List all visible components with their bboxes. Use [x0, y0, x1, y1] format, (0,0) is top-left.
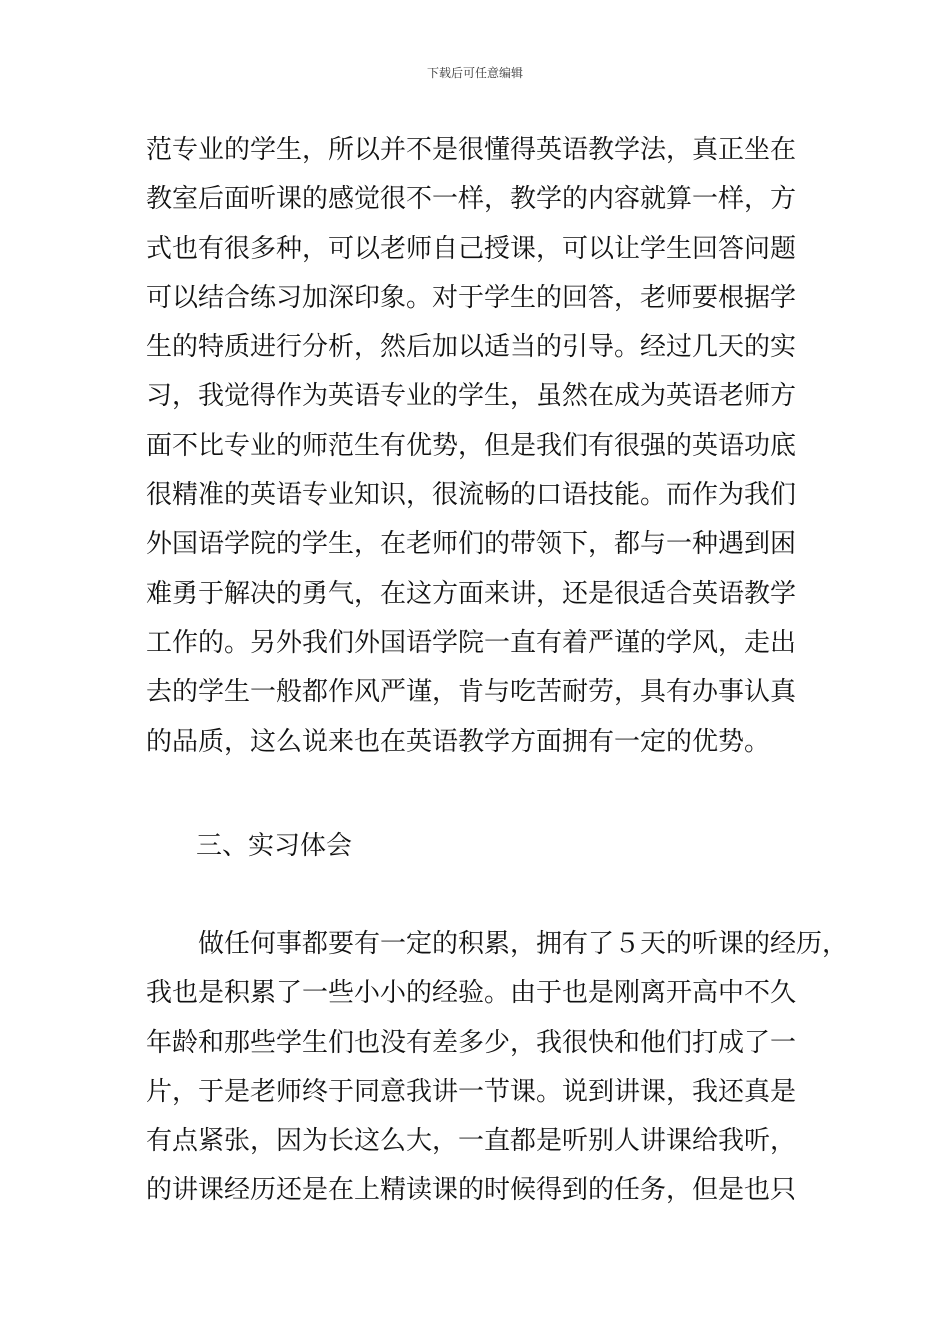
text-line: 难勇于解决的勇气，在这方面来讲，还是很适合英语教学 [146, 578, 797, 609]
text-line: 的讲课经历还是在上精读课的时候得到的任务，但是也只 [146, 1175, 797, 1206]
text-line: 生的特质进行分析，然后加以适当的引导。经过几天的实 [146, 332, 797, 363]
text-line: 外国语学院的学生，在老师们的带领下，都与一种遇到困 [146, 529, 797, 560]
text-line: 有点紧张，因为长这么大，一直都是听别人讲课给我听， [146, 1126, 797, 1157]
text-line: 式也有很多种，可以老师自己授课，可以让学生回答问题 [146, 233, 797, 264]
text-line: 可以结合练习加深印象。对于学生的回答，老师要根据学 [146, 282, 797, 313]
text-line: 年龄和那些学生们也没有差多少，我很快和他们打成了一 [146, 1027, 797, 1058]
paragraph-1 [146, 126, 811, 767]
text-line: 去的学生一般都作风严谨，肯与吃苦耐劳，具有办事认真 [146, 677, 797, 708]
text-line: 的品质，这么说来也在英语教学方面拥有一定的优势。 [146, 726, 771, 757]
text-line: 教室后面听课的感觉很不一样，教学的内容就算一样，方 [146, 184, 797, 215]
text-line: 习，我觉得作为英语专业的学生，虽然在成为英语老师方 [146, 381, 797, 412]
text-line: 工作的。另外我们外国语学院一直有着严谨的学风，走出 [146, 627, 797, 658]
text-line: 片，于是老师终于同意我讲一节课。说到讲课，我还真是 [146, 1076, 797, 1107]
text-line: 很精准的英语专业知识，很流畅的口语技能。而作为我们 [146, 480, 797, 511]
section-heading: 三、实习体会 [196, 831, 353, 861]
text-line: 范专业的学生，所以并不是很懂得英语教学法，真正坐在 [146, 135, 797, 165]
paragraph-2 [146, 920, 849, 1216]
text-line: 面不比专业的师范生有优势，但是我们有很强的英语功底 [146, 430, 797, 461]
text-line: 我也是积累了一些小小的经验。由于也是刚离开高中不久 [146, 978, 797, 1009]
page-header: 下载后可任意编辑 [426, 66, 523, 80]
text-line: 做任何事都要有一定的积累，拥有了５天的听课的经历， [146, 929, 849, 959]
